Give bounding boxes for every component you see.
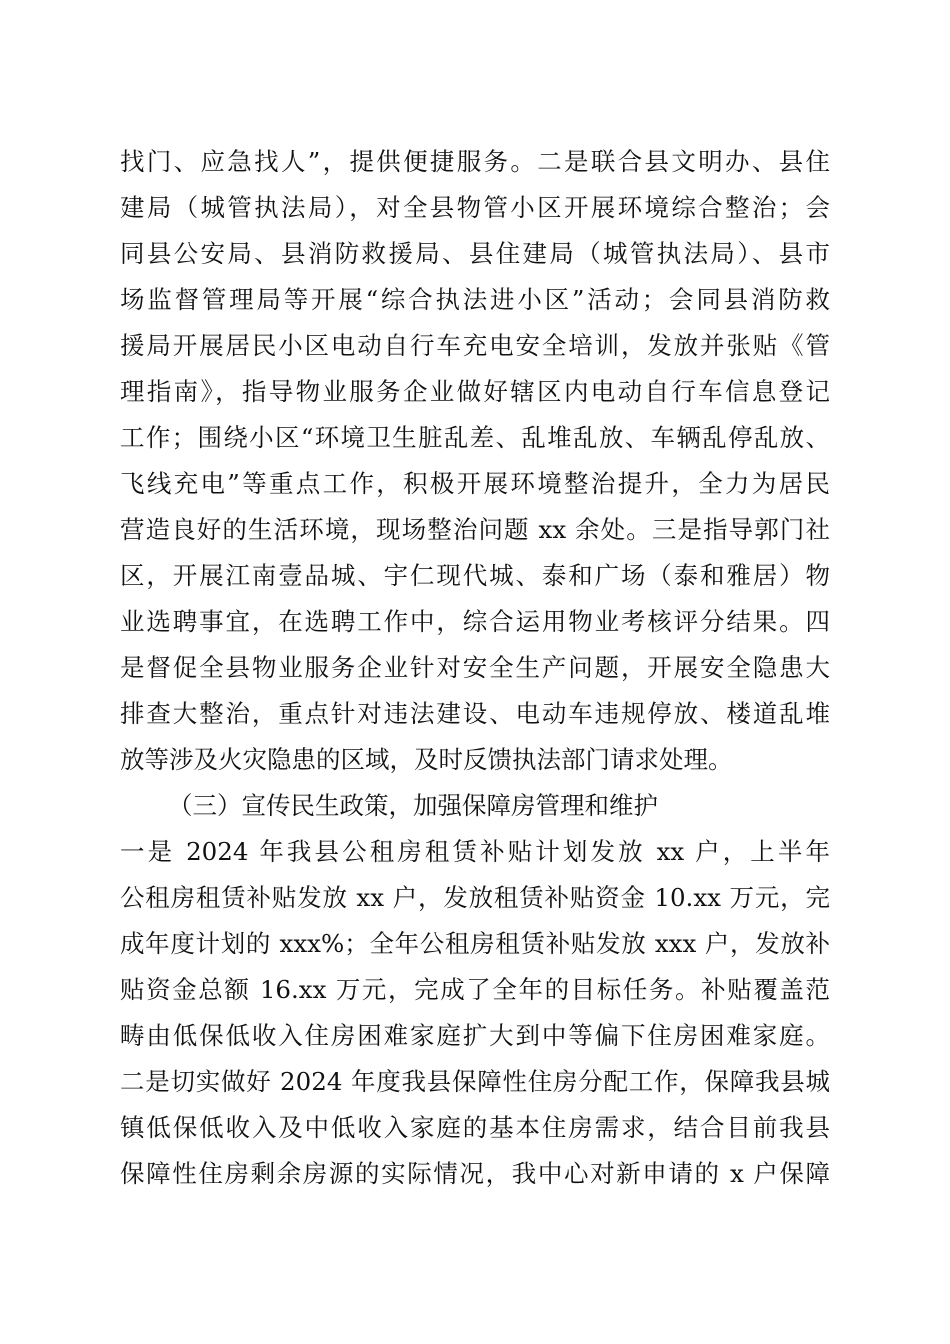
paragraph-line: 保障性住房剩余房源的实际情况，我中心对新申请的 x 户保障 [120,1159,830,1188]
paragraph-line: 二是切实做好 2024 年度我县保障性住房分配工作，保障我县城 [120,1067,830,1096]
paragraph-line: 营造良好的生活环境，现场整治问题 xx 余处。三是指导郭门社 [120,515,830,544]
paragraph-line: 成年度计划的 xxx%；全年公租房租赁补贴发放 xxx 户，发放补 [120,929,830,958]
paragraph-line: 飞线充电”等重点工作，积极开展环境整治提升，全力为居民 [120,469,830,498]
paragraph-line: 场监督管理局等开展“综合执法进小区”活动；会同县消防救 [120,285,830,314]
paragraph-line: 排查大整治，重点针对违法建设、电动车违规停放、楼道乱堆 [120,699,830,728]
paragraph-line: 是督促全县物业服务企业针对安全生产问题，开展安全隐患大 [120,653,830,682]
paragraph-line: 理指南》，指导物业服务企业做好辖区内电动自行车信息登记 [120,377,830,406]
paragraph-line: 贴资金总额 16.xx 万元，完成了全年的目标任务。补贴覆盖范 [120,975,830,1004]
section-heading: （三）宣传民生政策，加强保障房管理和维护 [168,791,658,820]
paragraph-line: 业选聘事宜，在选聘工作中，综合运用物业考核评分结果。四 [120,607,830,636]
paragraph-line: 放等涉及火灾隐患的区域，及时反馈执法部门请求处理。 [120,745,733,774]
paragraph-line: 畴由低保低收入住房困难家庭扩大到中等偏下住房困难家庭。 [120,1021,830,1050]
paragraph-line: 同县公安局、县消防救援局、县住建局（城管执法局）、县市 [120,239,830,268]
paragraph-line: 公租房租赁补贴发放 xx 户，发放租赁补贴资金 10.xx 万元，完 [120,883,830,912]
paragraph-line: 镇低保低收入及中低收入家庭的基本住房需求，结合目前我县 [120,1113,830,1142]
paragraph-line: 建局（城管执法局），对全县物管小区开展环境综合整治；会 [120,193,830,222]
paragraph-line: 找门、应急找人”，提供便捷服务。二是联合县文明办、县住 [120,147,830,176]
paragraph-line: 援局开展居民小区电动自行车充电安全培训，发放并张贴《管 [120,331,830,360]
paragraph-line: 工作；围绕小区“环境卫生脏乱差、乱堆乱放、车辆乱停乱放、 [120,423,830,452]
paragraph-line: 一是 2024 年我县公租房租赁补贴计划发放 xx 户，上半年 [120,837,830,866]
paragraph-line: 区，开展江南壹品城、宇仁现代城、泰和广场（泰和雅居）物 [120,561,830,590]
